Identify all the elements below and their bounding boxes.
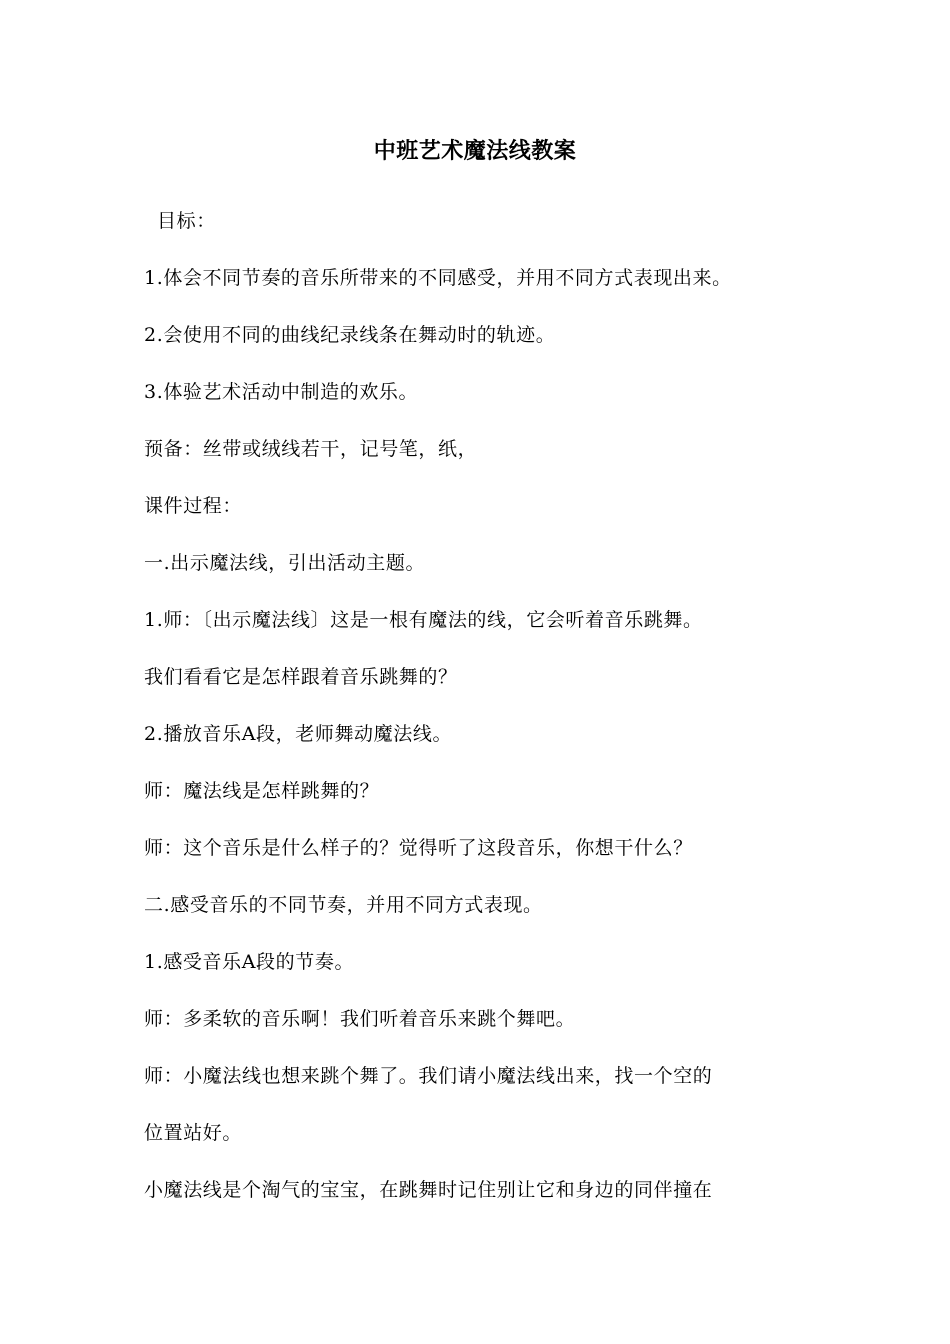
paragraph-line: 小魔法线是个淘气的宝宝，在跳舞时记住别让它和身边的同伴撞在 (144, 1179, 713, 1201)
paragraph-line: 师：多柔软的音乐啊！我们听着音乐来跳个舞吧。 (144, 1008, 576, 1030)
step-heading-1: 一.出示魔法线，引出活动主题。 (144, 552, 426, 574)
document-title: 中班艺术魔法线教案 (373, 138, 577, 164)
paragraph-line: 师：魔法线是怎样跳舞的？ (144, 780, 380, 802)
section-heading-goals: 目标： (157, 210, 216, 232)
paragraph-line: 师：小魔法线也想来跳个舞了。我们请小魔法线出来，找一个空的 (144, 1065, 713, 1087)
paragraph-line: 我们看看它是怎样跟着音乐跳舞的？ (144, 666, 458, 688)
goal-item-1: 1.体会不同节奏的音乐所带来的不同感受，并用不同方式表现出来。 (144, 267, 732, 289)
paragraph-line: 位置站好。 (144, 1122, 243, 1144)
step-heading-2: 二.感受音乐的不同节奏，并用不同方式表现。 (144, 894, 543, 916)
section-heading-process: 课件过程： (144, 495, 243, 517)
preparation-line: 预备：丝带或绒线若干，记号笔，纸， (144, 438, 478, 460)
paragraph-line: 师：这个音乐是什么样子的？觉得听了这段音乐，你想干什么？ (144, 837, 693, 859)
paragraph-line: 2.播放音乐A段，老师舞动魔法线。 (144, 723, 453, 745)
goal-item-3: 3.体验艺术活动中制造的欢乐。 (144, 381, 419, 403)
goal-item-2: 2.会使用不同的曲线纪录线条在舞动时的轨迹。 (144, 324, 556, 346)
paragraph-line: 1.师：〔出示魔法线〕这是一根有魔法的线，它会听着音乐跳舞。 (144, 609, 703, 631)
paragraph-line: 1.感受音乐A段的节奏。 (144, 951, 355, 973)
